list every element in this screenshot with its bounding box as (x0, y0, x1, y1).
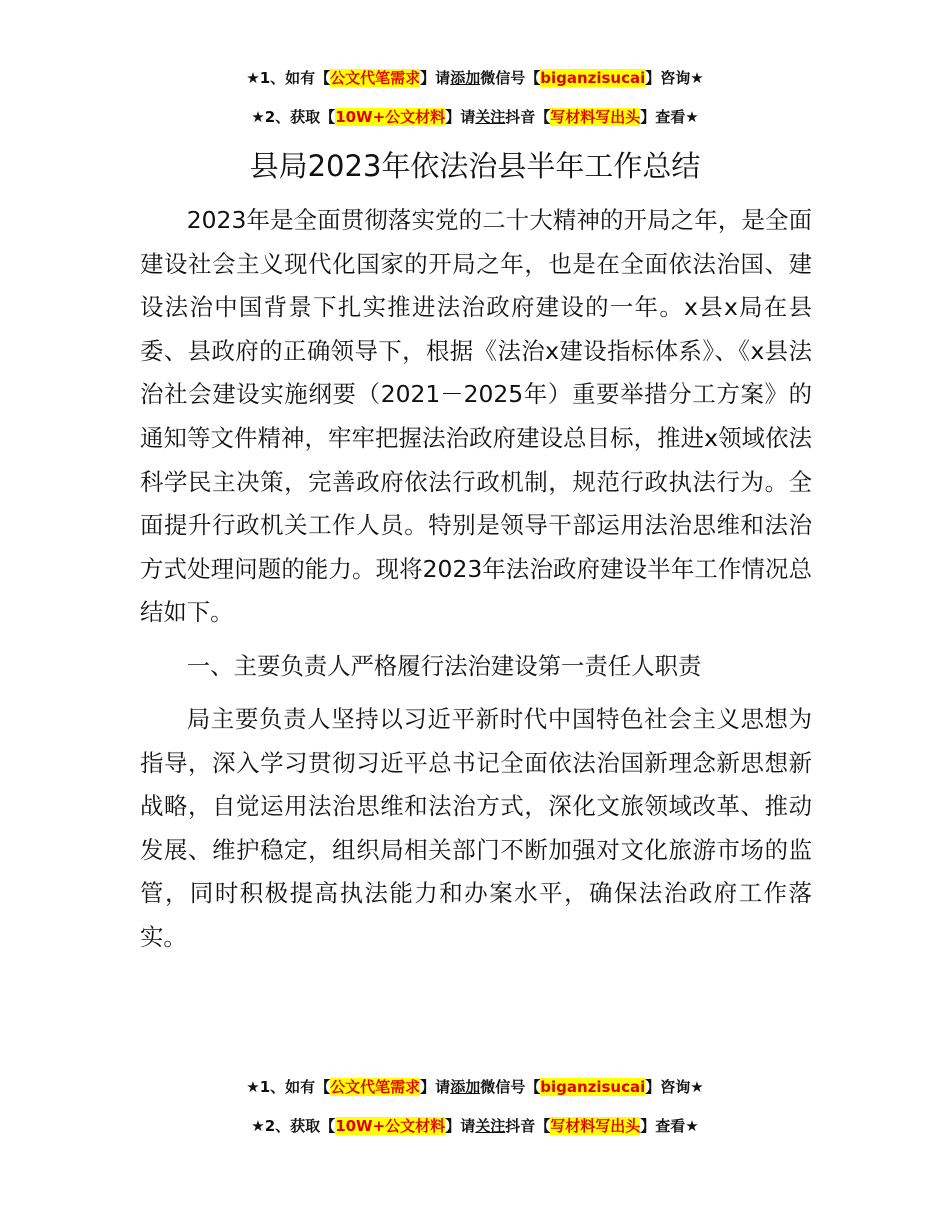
promo-underline: 关注 (475, 108, 506, 126)
promo-highlight: 10W+公文材料 (335, 108, 446, 126)
promo-suffix: 】查看★ (640, 108, 699, 126)
promo-prefix: ★1、如有【 (246, 1078, 331, 1096)
promo-underline: 关注 (475, 1117, 506, 1135)
promo-bottom-line-2 (0, 1115, 950, 1137)
promo-top-line-2 (0, 106, 950, 128)
promo-text: 微信号【 (480, 69, 541, 87)
promo-suffix: 】咨询★ (645, 1078, 704, 1096)
promo-suffix: 】咨询★ (645, 69, 704, 87)
promo-highlight: 公文代笔需求 (330, 1078, 421, 1096)
promo-underline: 添加 (450, 1078, 481, 1096)
promo-text: 抖音【 (505, 108, 551, 126)
promo-underline: 添加 (450, 69, 481, 87)
promo-wechat-id: biganzisucai (540, 1078, 646, 1096)
promo-prefix: ★2、获取【 (251, 1117, 336, 1135)
promo-top-line-1 (0, 67, 950, 89)
promo-bottom-line-1 (0, 1076, 950, 1098)
promo-prefix: ★1、如有【 (246, 69, 331, 87)
promo-prefix: ★2、获取【 (251, 108, 336, 126)
promo-douyin-id: 写材料写出头 (550, 108, 641, 126)
section-heading-1: 一、主要负责人严格履行法治建设第一责任人职责 (186, 652, 702, 680)
promo-text: 抖音【 (505, 1117, 551, 1135)
promo-text: 微信号【 (480, 1078, 541, 1096)
document-title: 县局2023年依法治县半年工作总结 (249, 149, 701, 183)
promo-wechat-id: biganzisucai (540, 69, 646, 87)
promo-text: 】请 (420, 1078, 451, 1096)
promo-highlight: 10W+公文材料 (335, 1117, 446, 1135)
promo-text: 】请 (445, 108, 476, 126)
promo-douyin-id: 写材料写出头 (550, 1117, 641, 1135)
promo-text: 】请 (420, 69, 451, 87)
promo-text: 】请 (445, 1117, 476, 1135)
promo-suffix: 】查看★ (640, 1117, 699, 1135)
promo-highlight: 公文代笔需求 (330, 69, 421, 87)
paragraph-intro: 2023年是全面贯彻落实党的二十大精神的开局之年，是全面建设社会主义现代化国家的开局之年，也是在全面依法治国、建设法治中国背景下扎实推进法治政府建设的一年。x县x局在县委、县政府的正确领导下，根据《法治x建设指标体系》、《x县法治社会建设实施纲要（2021－2025年）重要举措分工方案》的通知等文件精神，牢牢把握法治政府建设总目标，推进x领域依法科学民主决策，完善政府依法行政机制，规范行政执法行为。全面提升行政机关工作人员。特别是领导干部运用法治思维和法治方式处理问题的能力。现将2023年法治政府建设半年工作情况总结如下。 (140, 206, 812, 627)
paragraph-section-1: 局主要负责人坚持以习近平新时代中国特色社会主义思想为指导，深入学习贯彻习近平总书记全面依法治国新理念新思想新战略，自觉运用法治思维和法治方式，深化文旅领域改革、推动发展、维护稳定，组织局相关部门不断加强对文化旅游市场的监管，同时积极提高执法能力和办案水平，确保法治政府工作落实。 (140, 705, 812, 951)
